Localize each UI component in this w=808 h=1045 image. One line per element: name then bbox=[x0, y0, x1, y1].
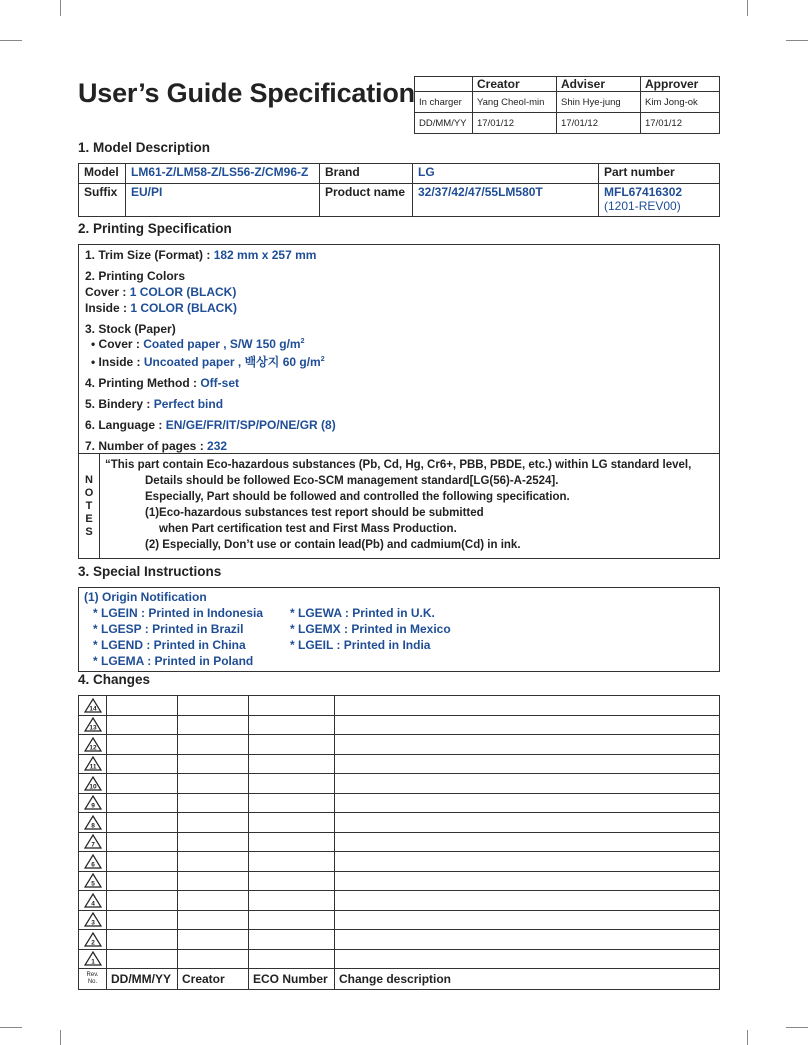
notes-line: Details should be followed Eco-SCM management standard[LG(56)-A-2524]. bbox=[145, 475, 559, 487]
model-value: LM61-Z/LM58-Z/LS56-Z/CM96-Z bbox=[126, 164, 320, 184]
change-cell bbox=[178, 715, 249, 735]
change-description-header: Change description bbox=[335, 969, 720, 990]
change-cell bbox=[178, 774, 249, 794]
change-cell bbox=[335, 852, 720, 872]
approval-row bbox=[415, 92, 720, 113]
notes-line: “This part contain Eco-hazardous substances (Pb, Cd, Hg, Cr6+, PBB, PBDE, etc.) within LG standard level, bbox=[105, 459, 692, 471]
rev-no-header: Rev. No. bbox=[79, 969, 107, 990]
revision-triangle-icon bbox=[84, 834, 102, 849]
notes-line: (1)Eco-hazardous substances test report should be submitted bbox=[145, 507, 484, 519]
notes-line: when Part certification test and First Mass Production. bbox=[159, 523, 457, 535]
approval-row bbox=[415, 113, 720, 134]
change-row bbox=[79, 949, 720, 969]
change-cell bbox=[249, 910, 335, 930]
change-cell bbox=[107, 910, 178, 930]
revision-triangle-icon bbox=[84, 737, 102, 752]
origin-item: * LGEWA : Printed in U.K. bbox=[290, 606, 435, 620]
change-cell bbox=[335, 735, 720, 755]
change-row bbox=[79, 774, 720, 794]
revision-number: 2 bbox=[90, 939, 95, 947]
crop-mark bbox=[747, 0, 748, 16]
model-table bbox=[78, 163, 720, 217]
change-cell bbox=[107, 832, 178, 852]
change-cell bbox=[335, 715, 720, 735]
approval-cell: In charger bbox=[415, 92, 473, 113]
revision-number: 10 bbox=[88, 783, 97, 791]
section-heading: 4. Changes bbox=[78, 672, 151, 687]
approval-header-cell: Adviser bbox=[557, 77, 641, 92]
crop-mark bbox=[786, 1027, 808, 1028]
approval-cell: Kim Jong-ok bbox=[641, 92, 720, 113]
part-number-label: Part number bbox=[599, 164, 720, 184]
section-heading: 1. Model Description bbox=[78, 140, 211, 155]
approval-cell: Shin Hye-jung bbox=[557, 92, 641, 113]
section-heading: 3. Special Instructions bbox=[78, 564, 222, 579]
model-row bbox=[79, 164, 720, 184]
approval-header-row bbox=[415, 77, 720, 92]
trim-label: 1. Trim Size (Format) : bbox=[85, 248, 214, 262]
change-cell bbox=[178, 793, 249, 813]
printing-spec-box bbox=[78, 244, 720, 559]
change-cell bbox=[178, 949, 249, 969]
change-cell bbox=[249, 852, 335, 872]
origin-item: * LGEMX : Printed in Mexico bbox=[290, 622, 451, 636]
cover-value: 1 COLOR (BLACK) bbox=[129, 285, 237, 299]
revision-cell bbox=[79, 871, 107, 891]
change-cell bbox=[107, 793, 178, 813]
revision-cell bbox=[79, 832, 107, 852]
change-cell bbox=[107, 852, 178, 872]
change-row bbox=[79, 754, 720, 774]
change-row bbox=[79, 832, 720, 852]
change-cell bbox=[249, 715, 335, 735]
revision-cell bbox=[79, 715, 107, 735]
revision-number: 5 bbox=[90, 880, 95, 888]
cover-label: Cover : bbox=[85, 285, 130, 299]
inside-value: 1 COLOR (BLACK) bbox=[130, 301, 238, 315]
part-revision: (1201-REV00) bbox=[604, 199, 681, 213]
change-cell bbox=[107, 930, 178, 950]
bindery bbox=[85, 397, 223, 411]
revision-triangle-icon bbox=[84, 951, 102, 966]
brand-value: LG bbox=[413, 164, 599, 184]
eco-number-header: ECO Number bbox=[249, 969, 335, 990]
trim-value: 182 mm x 257 mm bbox=[213, 248, 317, 262]
cover-colors bbox=[85, 285, 236, 299]
change-cell bbox=[178, 852, 249, 872]
change-cell bbox=[249, 930, 335, 950]
origin-heading: (1) Origin Notification bbox=[84, 590, 207, 604]
change-cell bbox=[249, 793, 335, 813]
crop-mark bbox=[747, 1030, 748, 1045]
revision-triangle-icon bbox=[84, 815, 102, 830]
change-cell bbox=[335, 891, 720, 911]
notes-line: (2) Especially, Don’t use or contain lead(Pb) and cadmium(Cd) in ink. bbox=[145, 539, 521, 551]
revision-triangle-icon bbox=[84, 698, 102, 713]
suffix-label: Suffix bbox=[79, 184, 126, 217]
revision-cell bbox=[79, 774, 107, 794]
crop-mark bbox=[60, 1030, 61, 1045]
change-cell bbox=[107, 949, 178, 969]
change-row bbox=[79, 910, 720, 930]
change-cell bbox=[335, 696, 720, 716]
change-cell bbox=[335, 930, 720, 950]
page-count bbox=[85, 439, 227, 453]
change-cell bbox=[178, 754, 249, 774]
revision-cell bbox=[79, 891, 107, 911]
change-cell bbox=[107, 871, 178, 891]
approval-cell: 17/01/12 bbox=[641, 113, 720, 134]
approval-cell: 17/01/12 bbox=[473, 113, 557, 134]
change-cell bbox=[249, 813, 335, 833]
changes-table bbox=[78, 695, 720, 990]
notes-letter: E bbox=[85, 512, 93, 525]
trim-size bbox=[85, 248, 316, 262]
revision-triangle-icon bbox=[84, 912, 102, 927]
brand-label: Brand bbox=[320, 164, 413, 184]
section-heading: 2. Printing Specification bbox=[78, 221, 232, 236]
revision-triangle-icon bbox=[84, 795, 102, 810]
change-cell bbox=[107, 696, 178, 716]
change-cell bbox=[107, 891, 178, 911]
inside-label: Inside : bbox=[85, 301, 131, 315]
change-cell bbox=[335, 832, 720, 852]
revision-number: 9 bbox=[90, 802, 95, 810]
change-cell bbox=[178, 735, 249, 755]
approval-cell: Yang Cheol-min bbox=[473, 92, 557, 113]
notes-letter: T bbox=[85, 499, 93, 512]
revision-cell bbox=[79, 754, 107, 774]
colors-label: 2. Printing Colors bbox=[85, 269, 186, 283]
revision-triangle-icon bbox=[84, 756, 102, 771]
crop-mark bbox=[60, 0, 61, 16]
change-cell bbox=[335, 813, 720, 833]
stock-label: 3. Stock (Paper) bbox=[85, 322, 176, 336]
bullet: • bbox=[91, 355, 99, 369]
revision-number: 7 bbox=[90, 841, 95, 849]
stock-inside bbox=[91, 353, 325, 370]
product-name-value: 32/37/42/47/55LM580T bbox=[413, 184, 599, 217]
approval-header-cell: Creator bbox=[473, 77, 557, 92]
revision-number: 14 bbox=[88, 705, 97, 713]
origin-item: * LGEIN : Printed in Indonesia bbox=[93, 606, 264, 620]
approval-header-cell: Approver bbox=[641, 77, 720, 92]
part-number-value bbox=[599, 184, 720, 217]
approval-cell: DD/MM/YY bbox=[415, 113, 473, 134]
change-row bbox=[79, 793, 720, 813]
change-cell bbox=[107, 735, 178, 755]
superscript: 2 bbox=[320, 356, 325, 363]
crop-mark bbox=[0, 40, 22, 41]
revision-triangle-icon bbox=[84, 873, 102, 888]
revision-number: 13 bbox=[88, 724, 97, 732]
language-label: 6. Language : bbox=[85, 418, 166, 432]
change-cell bbox=[249, 754, 335, 774]
approval-table bbox=[414, 76, 720, 134]
revision-triangle-icon bbox=[84, 893, 102, 908]
notes-label bbox=[79, 454, 100, 558]
inside-colors bbox=[85, 301, 237, 315]
change-cell bbox=[107, 813, 178, 833]
change-cell bbox=[178, 930, 249, 950]
stock-cover bbox=[91, 337, 305, 351]
page-title: User’s Guide Specification bbox=[78, 78, 415, 108]
change-cell bbox=[178, 871, 249, 891]
changes-body bbox=[79, 696, 720, 969]
revision-triangle-icon bbox=[84, 717, 102, 732]
change-cell bbox=[178, 813, 249, 833]
language-value: EN/GE/FR/IT/SP/PO/NE/GR (8) bbox=[165, 418, 336, 432]
change-cell bbox=[335, 754, 720, 774]
revision-number: 8 bbox=[90, 822, 95, 830]
pages-label: 7. Number of pages : bbox=[85, 439, 208, 453]
superscript: 2 bbox=[300, 338, 305, 345]
change-cell bbox=[335, 774, 720, 794]
change-row bbox=[79, 930, 720, 950]
change-cell bbox=[335, 910, 720, 930]
approval-header-cell bbox=[415, 77, 473, 92]
change-row bbox=[79, 715, 720, 735]
suffix-value: EU/PI bbox=[126, 184, 320, 217]
revision-number: 3 bbox=[90, 919, 95, 927]
origin-item: * LGEND : Printed in China bbox=[93, 638, 246, 652]
change-cell bbox=[178, 891, 249, 911]
notes-line: Especially, Part should be followed and controlled the following specification. bbox=[145, 491, 570, 503]
revision-cell bbox=[79, 696, 107, 716]
change-cell bbox=[178, 910, 249, 930]
change-row bbox=[79, 696, 720, 716]
model-row bbox=[79, 184, 720, 217]
notes-letter: S bbox=[85, 525, 93, 538]
revision-triangle-icon bbox=[84, 776, 102, 791]
approval-cell: 17/01/12 bbox=[557, 113, 641, 134]
origin-item: * LGEMA : Printed in Poland bbox=[93, 654, 254, 668]
revision-cell bbox=[79, 793, 107, 813]
change-row bbox=[79, 852, 720, 872]
change-cell bbox=[335, 871, 720, 891]
change-row bbox=[79, 735, 720, 755]
stock-inside-value: Uncoated paper , 백상지 60 g/m bbox=[143, 355, 321, 369]
stock-cover-value: Coated paper , S/W 150 g/m bbox=[143, 337, 301, 351]
change-row bbox=[79, 871, 720, 891]
change-cell bbox=[249, 832, 335, 852]
change-cell bbox=[107, 774, 178, 794]
pages-value: 232 bbox=[207, 439, 228, 453]
crop-mark bbox=[786, 40, 808, 41]
change-cell bbox=[249, 871, 335, 891]
revision-cell bbox=[79, 949, 107, 969]
change-cell bbox=[107, 754, 178, 774]
change-cell bbox=[107, 715, 178, 735]
change-cell bbox=[335, 793, 720, 813]
notes-block bbox=[79, 453, 719, 558]
change-cell bbox=[178, 696, 249, 716]
revision-number: 11 bbox=[89, 763, 96, 771]
revision-number: 6 bbox=[90, 861, 95, 869]
crop-mark bbox=[0, 1027, 22, 1028]
bindery-value: Perfect bind bbox=[153, 397, 224, 411]
stock-inside-label: Inside : bbox=[98, 355, 144, 369]
special-instructions-box bbox=[78, 587, 720, 672]
revision-cell bbox=[79, 852, 107, 872]
revision-number: 12 bbox=[88, 744, 97, 752]
change-cell bbox=[249, 774, 335, 794]
change-row bbox=[79, 813, 720, 833]
notes-letter: N bbox=[85, 473, 93, 486]
change-cell bbox=[249, 735, 335, 755]
bindery-label: 5. Bindery : bbox=[85, 397, 154, 411]
bullet: • bbox=[91, 337, 99, 351]
printing-method bbox=[85, 376, 239, 390]
revision-number: 4 bbox=[90, 900, 95, 908]
revision-number: 1 bbox=[90, 958, 95, 966]
origin-item: * LGEIL : Printed in India bbox=[290, 638, 431, 652]
revision-triangle-icon bbox=[84, 854, 102, 869]
date-header: DD/MM/YY bbox=[107, 969, 178, 990]
origin-item: * LGESP : Printed in Brazil bbox=[93, 622, 244, 636]
language bbox=[85, 418, 336, 432]
revision-cell bbox=[79, 910, 107, 930]
part-number: MFL67416302 bbox=[604, 185, 683, 199]
change-cell bbox=[178, 832, 249, 852]
model-label: Model bbox=[79, 164, 126, 184]
change-cell bbox=[249, 696, 335, 716]
changes-header-row bbox=[79, 969, 720, 990]
creator-header: Creator bbox=[178, 969, 249, 990]
change-cell bbox=[249, 949, 335, 969]
change-cell bbox=[335, 949, 720, 969]
stock-cover-label: Cover : bbox=[98, 337, 144, 351]
revision-triangle-icon bbox=[84, 932, 102, 947]
revision-cell bbox=[79, 930, 107, 950]
change-row bbox=[79, 891, 720, 911]
method-value: Off-set bbox=[200, 376, 239, 390]
notes-letter: O bbox=[84, 486, 94, 499]
method-label: 4. Printing Method : bbox=[85, 376, 201, 390]
change-cell bbox=[249, 891, 335, 911]
revision-cell bbox=[79, 813, 107, 833]
revision-cell bbox=[79, 735, 107, 755]
product-name-label: Product name bbox=[320, 184, 413, 217]
